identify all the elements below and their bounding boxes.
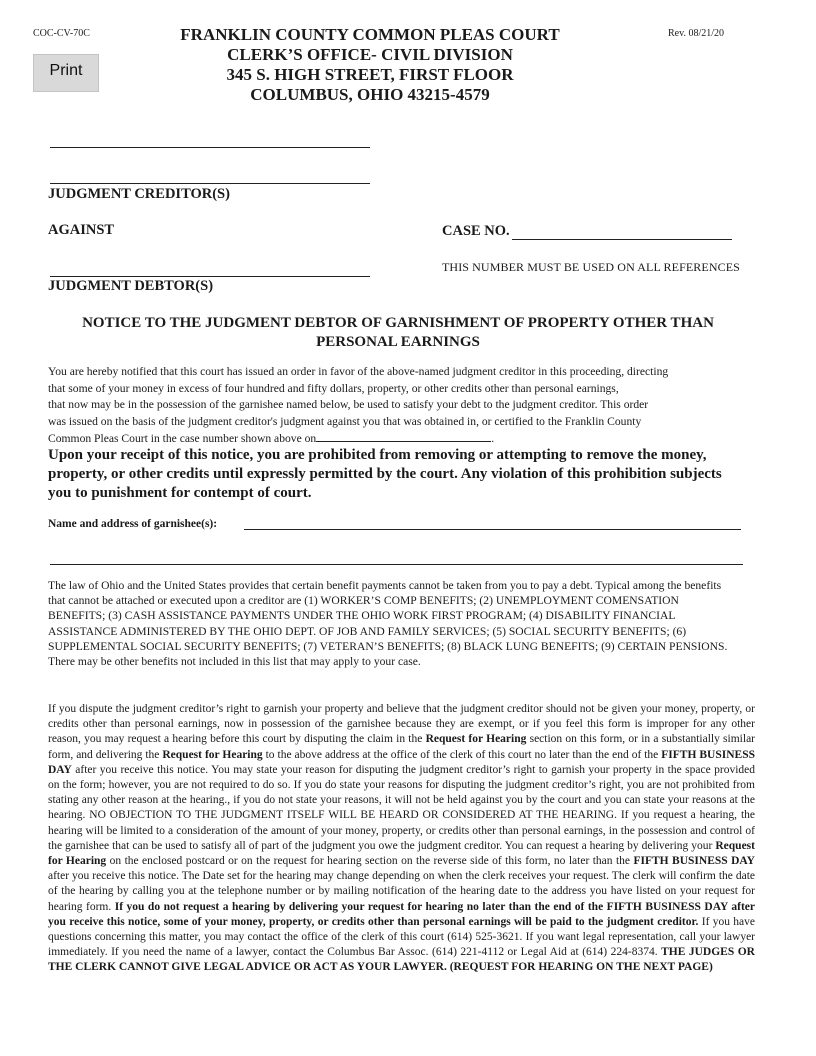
print-button[interactable]: Print: [33, 54, 99, 92]
dispute-text: on the enclosed postcard or on the request for hearing section on the reverse side of this form, no later than the: [106, 855, 634, 868]
garnishee-input-line-1[interactable]: [244, 529, 741, 530]
dispute-text: after you receive this notice. You may state your reason for disputing the judgment creditor’s right to garnish your property in the space provided on the form; however, you are not required to do so. If you do state your reasons for disputing the judgment creditor’s right, you are not prohibited from stating any other reason at the hearing., if you do not state your reasons, it will not be held against you by the court and you can state your reasons at the hearing. NO OBJECTION TO THE JUDGMENT ITSELF WILL BE HEARD OR CONSIDERED AT THE HEARING. If you request a hearing, the hearing will be limited to a consideration of the amount of your money, property, or credits other than personal earnings, in the possession and control of the garnishee that can be used to satisfy all of part of the judgment you owe the judgment creditor. You can request a hearing by delivering your: [48, 763, 755, 852]
judgment-debtor-label: JUDGMENT DEBTOR(S): [48, 278, 214, 294]
court-name: FRANKLIN COUNTY COMMON PLEAS COURT: [180, 25, 560, 44]
intro-line: was issued on the basis of the judgment creditor's judgment against you that was obtained in, or certified to the Franklin County: [48, 414, 642, 428]
form-code: COC-CV-70C: [33, 28, 90, 39]
dispute-emphasis: Request for Hearing: [162, 748, 263, 761]
case-number-label: CASE NO.: [442, 223, 510, 239]
intro-line: that now may be in the possession of the garnishee named below, be used to satisfy your debt to the judgment creditor. This order: [48, 398, 649, 412]
dispute-emphasis: Request for Hearing: [48, 839, 755, 868]
against-label: AGAINST: [48, 222, 115, 238]
dispute-emphasis: FIFTH BUSINESS DAY: [633, 855, 755, 868]
dispute-paragraph: [48, 702, 755, 976]
dispute-text: to the above address at the office of the clerk of this court no later than the end of the: [262, 748, 662, 761]
dispute-text: section on this form, or in a substantially similar form, and delivering the: [48, 733, 755, 761]
court-street: 345 S. HIGH STREET, FIRST FLOOR: [226, 65, 514, 84]
benefits-paragraph: The law of Ohio and the United States provides that certain benefit payments cannot be taken from you to pay a debt. Typical among the benefits that cannot be attached or executed upon a creditor are (1) WORKER’S COMP BENEFITS; (2) UNEMPLOYMENT COMENSATION BENEFITS; (3) CASH ASSISTANCE PAYMENTS UNDER THE OHIO WORK FIRST PROGRAM; (4) DISABILITY FINANCIAL ASSISTANCE ADMINISTERED BY THE OHIO DEPT. OF JOB AND FAMILY SERVICES; (5) SOCIAL SECURITY BENEFITS; (6) SUPPLEMENTAL SOCIAL SECURITY BENEFITS; (7) VETERAN’S BENEFITS; (8) BLACK LUNG BENEFITS; (9) CERTAIN PENSIONS. There may be other benefits not included in this list that may apply to your case.: [48, 579, 728, 669]
prohibition-warning: Upon your receipt of this notice, you are prohibited from removing or attempting to remove the money, property, or other credits until expressly permitted by the court. Any violation of this prohibition subjects you to punishment for contempt of court.: [48, 447, 722, 501]
notice-title: [48, 314, 748, 352]
garnishee-input-line-2[interactable]: [50, 564, 743, 565]
intro-line: Common Pleas Court in the case number shown above on .: [48, 432, 495, 446]
garnishee-label: Name and address of garnishee(s):: [48, 518, 218, 530]
dispute-text: after you receive this notice. The Date set for the hearing may change depending on when the clerk receives your request. The clerk will confirm the date of the hearing by calling you at the telephone number or by mailing notification of the hearing date to the address you have listed on your request for hearing form.: [48, 870, 755, 913]
dispute-emphasis: If you do not request a hearing by delivering your request for hearing no later than the end of the FIFTH BUSINESS DAY after you receive this notice, some of your money, property, or credits other than personal earnings will be paid to the judgment creditor.: [48, 900, 755, 928]
intro-line: You are hereby notified that this court has issued an order in favor of the above-named judgment creditor in this proceeding, directing: [48, 365, 669, 378]
case-number-note: THIS NUMBER MUST BE USED ON ALL REFERENCES: [442, 260, 740, 274]
dispute-emphasis: FIFTH BUSINESS DAY: [48, 748, 755, 776]
case-number-field: [442, 222, 732, 240]
court-header: [140, 25, 600, 105]
clerk-office: CLERK’S OFFICE- CIVIL DIVISION: [227, 45, 513, 64]
creditor-name-line-2[interactable]: [50, 183, 370, 184]
dispute-text: If you have questions concerning this matter, you may contact the office of the clerk of this court (614) 525-3621. If you want legal representation, call your lawyer immediately. If you need the name of a lawyer, contact the Columbus Bar Assoc. (614) 221-4112 or Legal Aid at (614) 224-8374.: [48, 915, 755, 959]
notice-title-line-2: PERSONAL EARNINGS: [316, 334, 480, 350]
judgment-date-input[interactable]: [316, 430, 491, 442]
judgment-creditor-label: JUDGMENT CREDITOR(S): [48, 186, 230, 202]
notice-title-line-1: NOTICE TO THE JUDGMENT DEBTOR OF GARNISHMENT OF PROPERTY OTHER THAN: [82, 315, 714, 331]
case-number-input[interactable]: [512, 225, 732, 240]
intro-line: that some of your money in excess of four hundred and fifty dollars, property, or other credits other than personal earnings,: [48, 381, 619, 395]
court-city: COLUMBUS, OHIO 43215-4579: [250, 85, 490, 104]
debtor-name-line[interactable]: [50, 276, 370, 277]
creditor-name-line-1[interactable]: [50, 147, 370, 148]
dispute-text: If you dispute the judgment creditor’s right to garnish your property and believe that the judgment creditor should not be given your money, property, or credits other than personal earnings, now in possession of the garnishee because they are exempt, or if you feel this form is improper for any other reason, you may request a hearing before this court by disputing the claim in the: [48, 703, 755, 746]
dispute-emphasis: THE JUDGES OR THE CLERK CANNOT GIVE LEGAL ADVICE OR ACT AS YOUR LAWYER. (REQUEST FOR HEARING ON THE NEXT PAGE): [48, 946, 755, 974]
intro-line-text: Common Pleas Court in the case number shown above on: [48, 432, 317, 446]
intro-paragraph: [48, 364, 768, 448]
dispute-emphasis: Request for Hearing: [425, 733, 527, 746]
revision-date: Rev. 08/21/20: [668, 28, 725, 39]
